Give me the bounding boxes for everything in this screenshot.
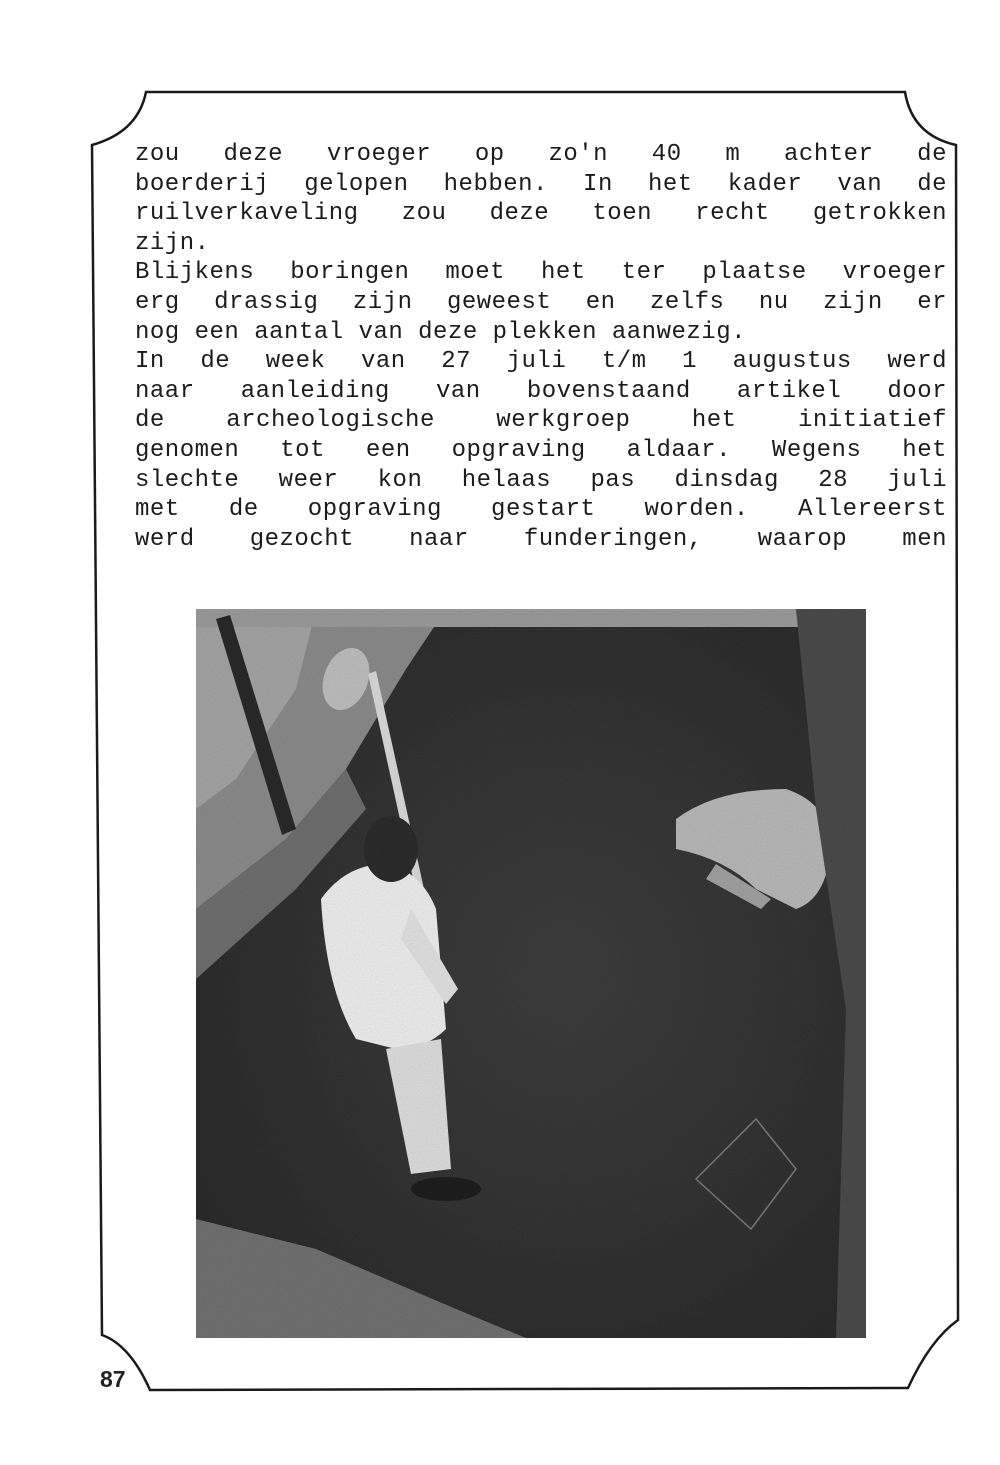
text-line: naar aanleiding van bovenstaand artikel door — [135, 377, 947, 405]
text-line: In de week van 27 juli t/m 1 augustus werd — [135, 348, 947, 376]
text-line: erg drassig zijn geweest en zelfs nu zijn er — [135, 288, 947, 316]
text-line: Blijkens boringen moet het ter plaatse vroeger — [135, 259, 947, 287]
text-line: nog een aantal van deze plekken aanwezig. — [135, 318, 746, 346]
text-line: met de opgraving gestart worden. Allereerst — [135, 496, 947, 524]
text-line: werd gezocht naar funderingen, waarop men — [135, 525, 947, 553]
text-line: boerderij gelopen hebben. In het kader van de — [135, 170, 947, 198]
excavation-photo — [196, 609, 866, 1338]
text-line: de archeologische werkgroep het initiatief — [135, 407, 947, 435]
body-text — [135, 140, 947, 554]
text-line: zijn. — [135, 229, 210, 257]
page-number: 87 — [100, 1366, 126, 1392]
text-line: ruilverkaveling zou deze toen recht getrokken — [135, 200, 947, 228]
text-line: zou deze vroeger op zo'n 40 m achter de — [135, 141, 947, 168]
text-line: slechte weer kon helaas pas dinsdag 28 juli — [135, 466, 947, 494]
text-line: genomen tot een opgraving aldaar. Wegens het — [135, 436, 947, 464]
